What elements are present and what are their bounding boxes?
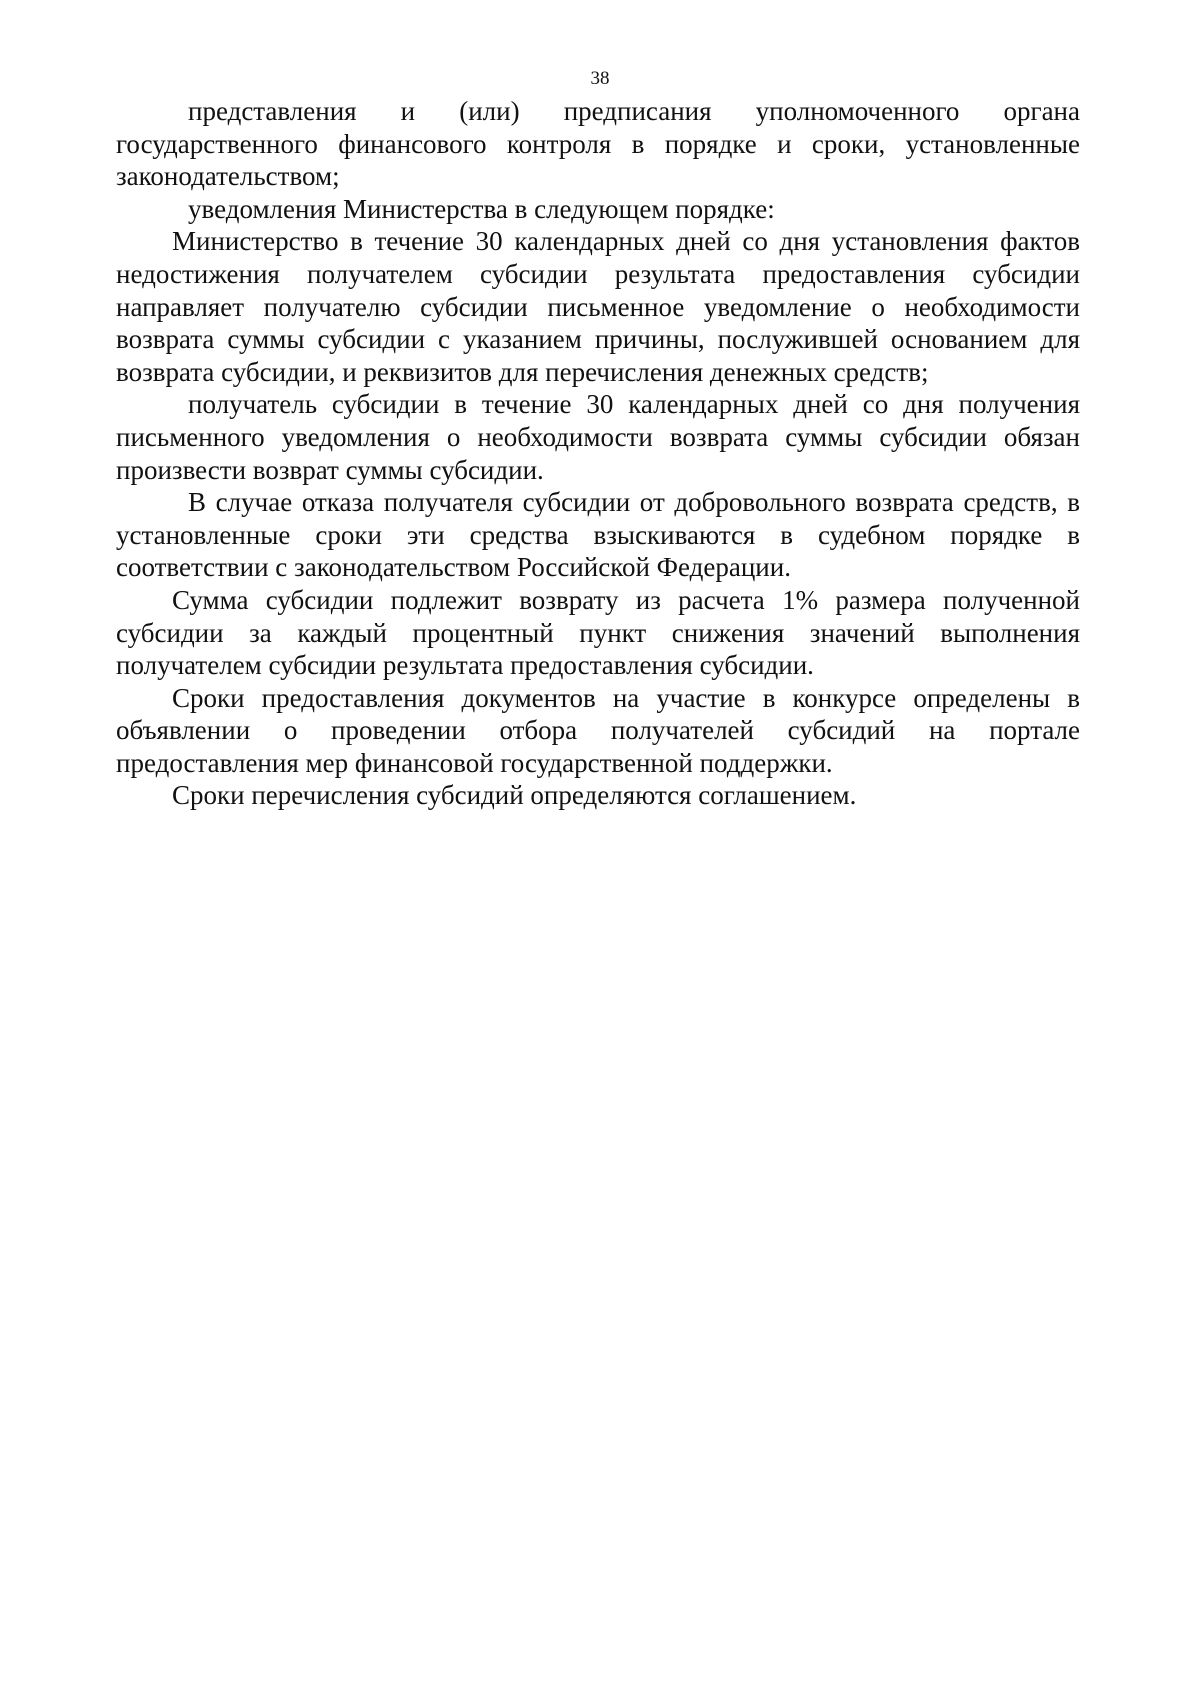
document-body	[116, 95, 1080, 812]
page-number: 38	[590, 68, 610, 89]
paragraph-control-authority: представления и (или) предписания уполномоченного органа государственного финансового контроля в порядке и сроки, установленные законодательством;	[116, 96, 1080, 192]
paragraph-ministry-notice: Министерство в течение 30 календарных дней со дня установления фактов недостижения получателем субсидии результата предоставления субсидии направляет получателю субсидии письменное уведомление о необходимости возврата суммы субсидии с указанием причины, послужившей основанием для возврата субсидии, и реквизитов для перечисления денежных средств;	[116, 226, 1080, 387]
paragraph-ministry-notice-heading: уведомления Министерства в следующем порядке:	[188, 193, 775, 224]
paragraph-document-deadlines: Сроки предоставления документов на участие в конкурсе определены в объявлении о проведении отбора получателей субсидий на портале предоставления мер финансовой государственной поддержки.	[116, 682, 1080, 778]
paragraph-recipient-obligation: получатель субсидии в течение 30 календарных дней со дня получения письменного уведомления о необходимости возврата суммы субсидии обязан произвести возврат суммы субсидии.	[116, 389, 1080, 485]
paragraph-refund-amount: Сумма субсидии подлежит возврату из расчета 1% размера полученной субсидии за каждый процентный пункт снижения значений выполнения получателем субсидии результата предоставления субсидии.	[116, 584, 1080, 681]
paragraph-transfer-deadlines: Сроки перечисления субсидий определяются соглашением.	[172, 780, 857, 811]
paragraph-refusal-court: В случае отказа получателя субсидии от добровольного возврата средств, в установленные сроки эти средства взыскиваются в судебном порядке в соответствии с законодательством Российской Федерации.	[116, 487, 1080, 583]
